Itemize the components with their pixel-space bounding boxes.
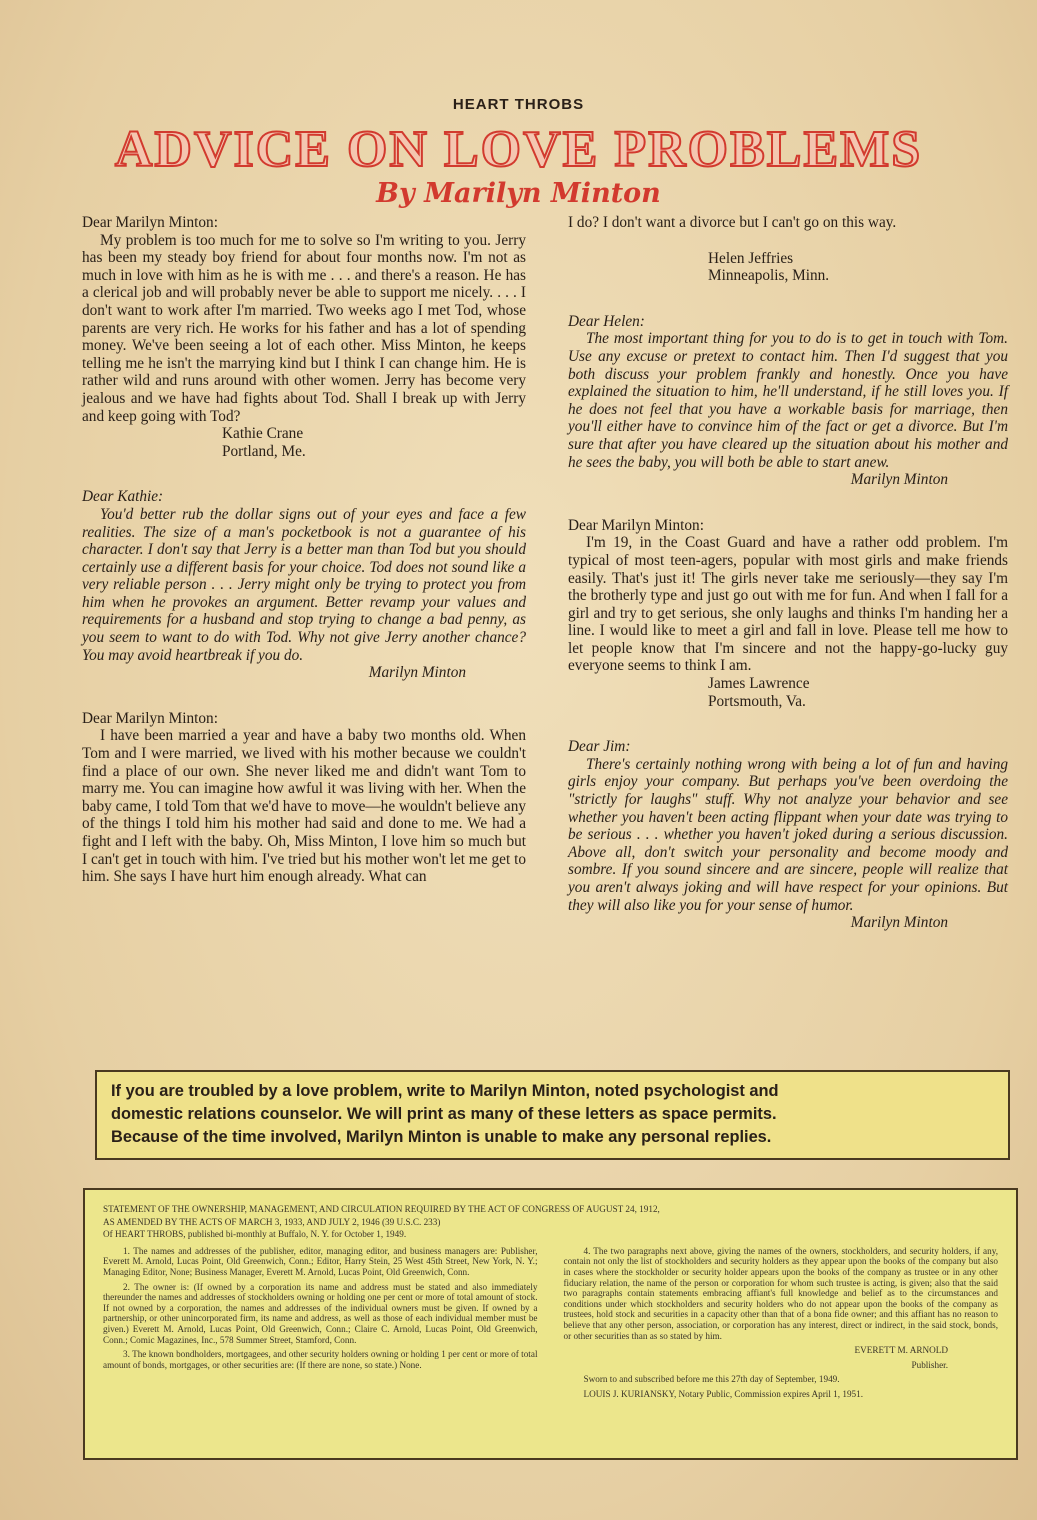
reply-2-signature: Marilyn Minton <box>850 914 948 932</box>
statement-subhead: Of HEART THROBS, published bi-monthly at Buffalo, N. Y. for October 1, 1949. <box>103 1229 407 1240</box>
notice-line-3: Because of the time involved, Marilyn Minton is unable to make any personal replies. <box>111 1128 772 1146</box>
left-column <box>82 214 526 886</box>
reply-3-signature: Marilyn Minton <box>850 471 948 489</box>
notice-line-2: domestic relations counselor. We will print as many of these letters as space permits. <box>111 1105 777 1123</box>
letter-3-salutation: Dear Marilyn Minton: <box>82 709 218 727</box>
letter-2-body: I'm 19, in the Coast Guard and have a rather odd problem. I'm typical of most teen-agers, popular with most girls and make friends easily. That's just it! The girls never take me seriously—they say I'm the brotherly type and just go out with me for fun. And when I fall for a girl and try to get serious, she only laughs and thinks I'm handing her a line. I would like to meet a girl and fall in love. Please tell me how to let people know that I'm sincere and not the happy-go-lucky guy everyone seems to think I am. <box>568 534 1008 675</box>
letter-1-signer: Kathie Crane <box>222 425 304 443</box>
reply-1-body: You'd better rub the dollar signs out of your eyes and face a few realities. The size of a man's pocketbook is not a guarantee of his character. I don't say that Jerry is a better man than Tod but you should certainly use a different basis for your choice. Tod does not sound like a very reliable person . . . Jerry might only be trying to protect you from him when he provokes an argument. Better revamp your values and requirements for a husband and stop trying to change a bad penny, as you seem to want to do with Tod. Why not give Jerry another chance? You may avoid heartbreak if you do. <box>82 505 526 664</box>
statement-sworn: Sworn to and subscribed before me this 27th day of September, 1949. <box>583 1374 840 1385</box>
submission-notice <box>95 1070 1010 1160</box>
letter-1-salutation: Dear Marilyn Minton: <box>82 214 218 231</box>
statement-right-column <box>564 1246 999 1404</box>
byline: By Marilyn Minton <box>376 178 661 209</box>
reply-2-salutation: Dear Jim: <box>568 738 631 756</box>
letter-3-location: Minneapolis, Minn. <box>708 267 830 285</box>
reply-1-signature: Marilyn Minton <box>368 664 466 682</box>
reply-3-salutation: Dear Helen: <box>568 312 645 330</box>
letter-1-body: My problem is too much for me to solve so I'm writing to you. Jerry has been my steady boy friend for about four months now. I'm not as much in love with him as he is with me . . . and there's a reason. He has a clerical job and will probably never be able to support me nicely. . . . I don't want to work after I'm married. Two weeks ago I met Tod, whose parents are very rich. He works for his father and has a lot of spending money. We've been seeing a lot of each other. Miss Minton, he keeps telling me he isn't the marrying kind but I think I can change him. He is rather wild and runs around with other women. Jerry has become very jealous and we have had fights about Tod. Shall I break up with Jerry and keep going with Tod? <box>82 231 526 425</box>
letter-2-salutation: Dear Marilyn Minton: <box>568 516 704 534</box>
letter-1-location: Portland, Me. <box>222 442 306 460</box>
statement-header-1: STATEMENT OF THE OWNERSHIP, MANAGEMENT, AND CIRCULATION REQUIRED BY THE ACT OF CONGRESS OF AUGUST 24, 1912, <box>103 1204 660 1214</box>
statement-para-1: 1. The names and addresses of the publisher, editor, managing editor, and business managers are: Publisher, Everett M. Arnold, Lucas Point, Old Greenwich, Conn.; Editor, Harry Stein, 25 West 45th Street, New York, N. Y.; Managing Editor, None; Business Manager, Everett M. Arnold, Lucas Point, Old Greenwich, Conn. <box>103 1245 538 1277</box>
letter-2-location: Portsmouth, Va. <box>708 692 806 710</box>
statement-left-column <box>103 1246 538 1404</box>
running-head: HEART THROBS <box>452 96 585 113</box>
statement-signer-title: Publisher. <box>911 1359 948 1370</box>
letter-3-continuation: I do? I don't want a divorce but I can't go on this way. <box>568 214 897 231</box>
letter-3-signer: Helen Jeffries <box>708 249 794 267</box>
letter-3-body: I have been married a year and have a baby two months old. When Tom and I were married, we lived with his mother because we couldn't find a place of our own. She never liked me and didn't want Tom to marry me. You can imagine how awful it was living with her. When the baby came, I told Tom that we'd have to move—he wouldn't believe any of the things I told him his mother had said and done to me. We had a fight and I left with the baby. Oh, Miss Minton, I love him so much but I can't get in touch with him. I've tried but his mother won't let me get to him. She says I have hurt him enough already. What can <box>82 727 526 886</box>
reply-1-salutation: Dear Kathie: <box>82 488 164 506</box>
statement-para-4: 4. The two paragraphs next above, giving the names of the owners, stockholders, and security holders, if any, contain not only the list of stockholders and security holders as they appear upon the books of the company but also in cases where the stockholder or security holder appears upon the books of the company as trustee or in any other fiduciary relation, the name of the person or corporation for whom such trustee is acting, is given; also that the said two paragraphs contain statements embracing affiant's full knowledge and belief as to the circumstances and conditions under which stockholders and security holders who do not appear upon the books of the company as trustees, hold stock and securities in a capacity other than that of a bona fide owner; and this affiant has no reason to believe that any other person, association, or corporation has any interest, direct or indirect, in the said stock, bonds, or other securities than as so stated by him. <box>563 1245 998 1341</box>
reply-3-body: The most important thing for you to do is to get in touch with Tom. Use any excuse or pretext to contact him. Then I'd suggest that you both discuss your problem frankly and honestly. Once you have explained the situation to him, he'll understand, if he still loves you. If he does not feel that you have a workable basis for marriage, then you'll either have to convince him of the fact or get a divorce. But I'm sure that after you have cleared up the situation about his mother and he sees the baby, you will both be able to start anew. <box>568 330 1008 471</box>
ownership-statement <box>83 1188 1018 1460</box>
headline: ADVICE ON LOVE PROBLEMS <box>114 121 923 178</box>
statement-notary: LOUIS J. KURIANSKY, Notary Public, Commission expires April 1, 1951. <box>583 1388 864 1399</box>
statement-signer: EVERETT M. ARNOLD <box>854 1345 948 1356</box>
letter-2-signer: James Lawrence <box>708 675 810 693</box>
reply-2-body: There's certainly nothing wrong with being a lot of fun and having girls enjoy your company. But perhaps you've been overdoing the "strictly for laughs" stuff. Why not analyze your behavior and see whether you haven't been acting flippant when your date was trying to be serious . . . whether you haven't joked during a serious discussion. Above all, don't switch your personality and become moody and sombre. If you sound sincere and are sincere, people will realize that you aren't always joking and will have respect for your opinions. But they will also like you for your sense of humor. <box>568 755 1008 914</box>
statement-para-3: 3. The known bondholders, mortgagees, and other security holders owning or holding 1 per cent or more of total amount of bonds, mortgages, or other securities are: (If there are none, so state.) None. <box>103 1349 538 1370</box>
statement-header-2: AS AMENDED BY THE ACTS OF MARCH 3, 1933, AND JULY 2, 1946 (39 U.S.C. 233) <box>103 1216 441 1227</box>
statement-para-2: 2. The owner is: (If owned by a corporation its name and address must be stated and also immediately thereunder the names and addresses of stockholders owning or holding one per cent or more of total amount of stock. If not owned by a corporation, the names and addresses of the individual owners must be given. If owned by a partnership, or other unincorporated firm, its name and address, as well as those of each individual member must be given.) Everett M. Arnold, Lucas Point, Old Greenwich, Conn.; Claire C. Arnold, Lucas Point, Old Greenwich, Conn.; Comic Magazines, Inc., 578 Summer Street, Stamford, Conn. <box>103 1281 538 1345</box>
notice-line-1: If you are troubled by a love problem, write to Marilyn Minton, noted psychologist and <box>111 1082 779 1100</box>
right-column <box>568 214 1008 932</box>
